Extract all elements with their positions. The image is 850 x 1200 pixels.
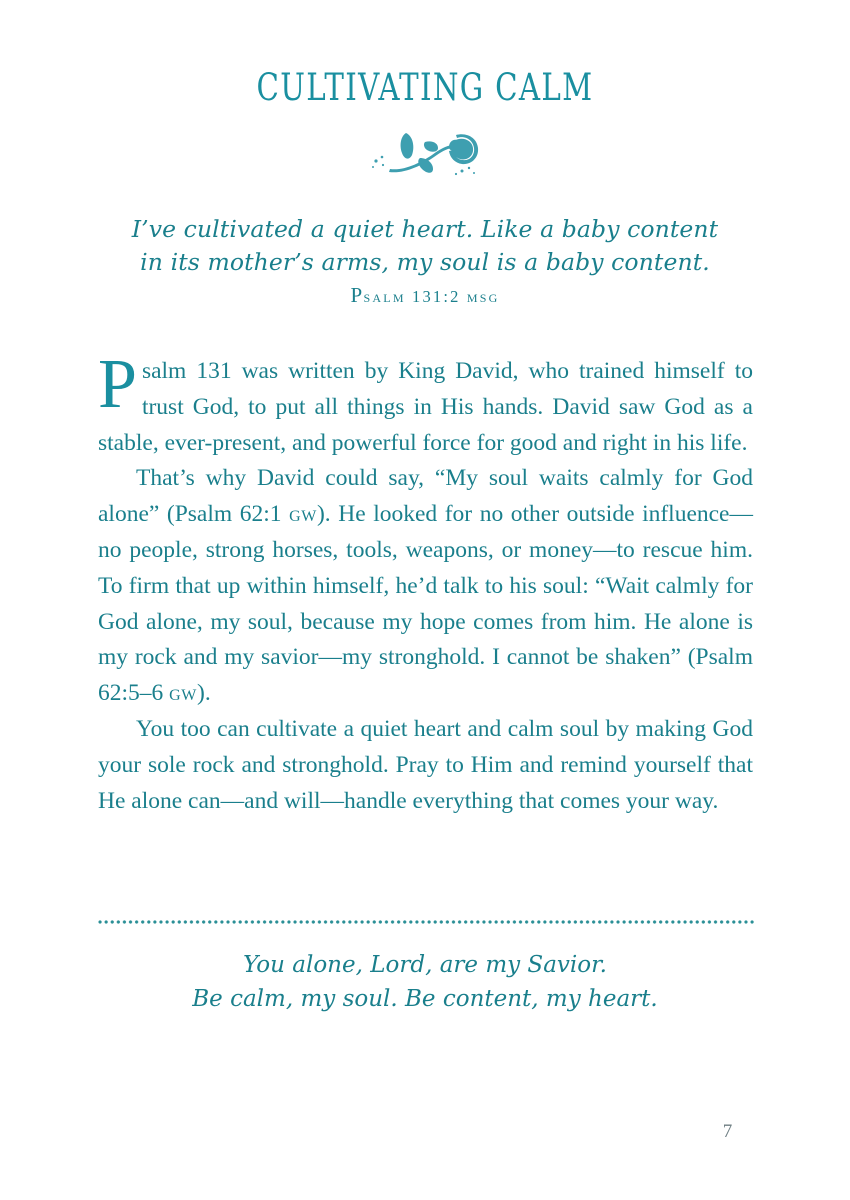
para-1-text-0: salm 131 was written by King David, who trained himself to trust God, to put all things in His hands. David saw God as a stable, ever-present, and powerful force for good and right in his life. bbox=[98, 358, 753, 456]
epigraph-line-2: in its mother’s arms, my soul is a baby content. bbox=[140, 248, 710, 276]
para-2 bbox=[98, 461, 753, 712]
page-title: CULTIVATING CALM bbox=[256, 66, 594, 109]
scripture-reference-rest: salm 131:2 msg bbox=[363, 287, 500, 306]
para-1 bbox=[98, 346, 753, 461]
prayer-line-1: You alone, Lord, are my Savior. bbox=[243, 952, 607, 978]
epigraph-line-1: I’ve cultivated a quiet heart. Like a baby content bbox=[131, 215, 719, 243]
bible-version-abbreviation: gw bbox=[289, 501, 317, 528]
drop-cap: P bbox=[98, 346, 137, 423]
bible-version-abbreviation: gw bbox=[169, 680, 198, 707]
rose-stem-ornament bbox=[0, 122, 850, 184]
para-2-text-4: ). bbox=[197, 680, 211, 707]
scripture-reference-initial: P bbox=[350, 283, 364, 307]
prayer-line-2: Be calm, my soul. Be content, my heart. bbox=[192, 986, 658, 1012]
scripture-reference bbox=[125, 284, 725, 308]
para-2-text-2: ). He looked for no other outside influence—no people, strong horses, tools, weapons, or money—to rescue him. To firm that up within himself, he’d talk to his soul: “Wait calmly for God alone, my soul, because my hope comes from him. He alone is my rock and my savior—my stronghold. I cannot be shaken” (Psalm 62:5–6 bbox=[98, 501, 753, 707]
para-2-text-0: That’s why David could say, “My soul waits calmly for God alone” (Psalm 62:1 bbox=[98, 465, 753, 528]
para-3-text-0: You too can cultivate a quiet heart and calm soul by making God your sole rock and stronghold. Pray to Him and remind yourself that He alone can—and will—handle everything that comes your way. bbox=[98, 715, 753, 814]
page-number: 7 bbox=[722, 1121, 733, 1142]
closing-prayer bbox=[125, 948, 725, 1016]
devotional-body bbox=[98, 346, 753, 819]
epigraph bbox=[125, 213, 725, 308]
dotted-divider bbox=[97, 919, 754, 925]
para-3 bbox=[98, 712, 753, 819]
